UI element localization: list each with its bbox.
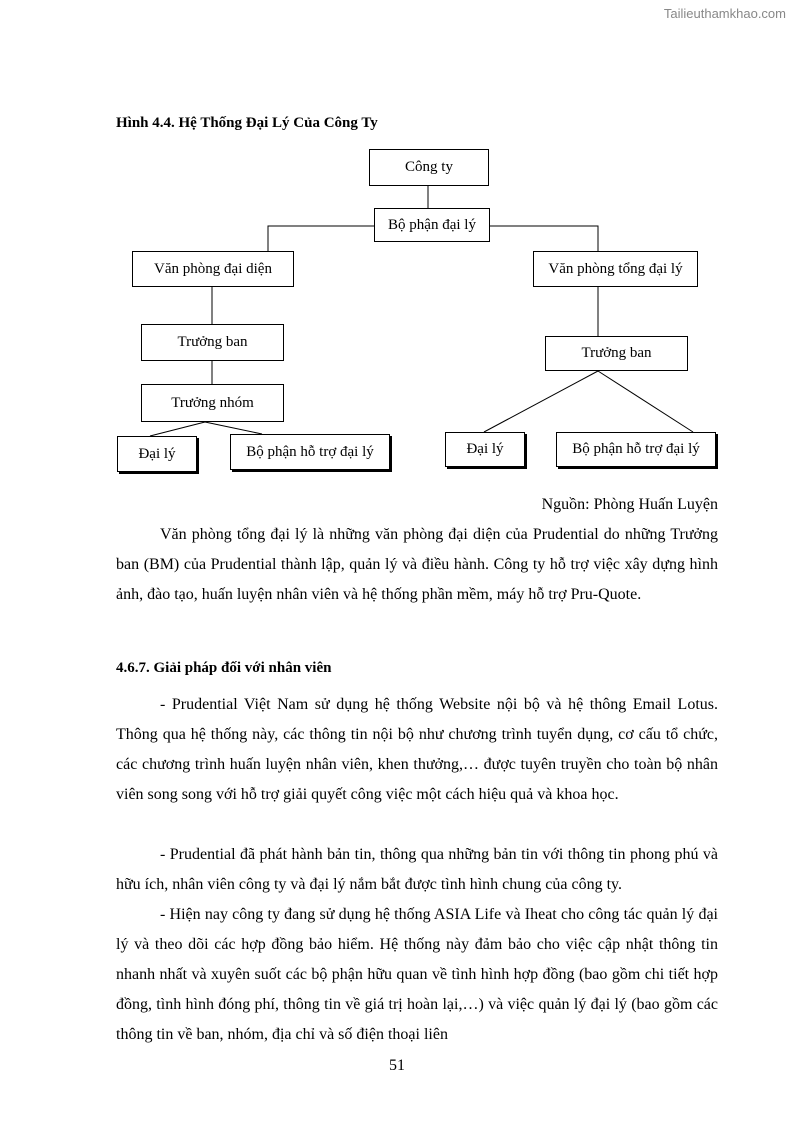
figure-source: Nguồn: Phòng Huấn Luyện (541, 496, 718, 513)
node-company: Công ty (369, 149, 489, 186)
node-left-agent-support: Bộ phận hỗ trợ đại lý (230, 434, 390, 470)
node-right-agent-support: Bộ phận hỗ trợ đại lý (556, 432, 716, 467)
figure-title: Hình 4.4. Hệ Thống Đại Lý Của Công Ty (116, 115, 378, 131)
node-right-manager: Trưởng ban (545, 336, 688, 371)
paragraph-asia-life-system: - Hiện nay công ty đang sử dụng hệ thống ASIA Life và Iheat cho công tác quản lý đại lý và theo dõi các hợp đồng bảo hiểm. Hệ thống này đảm bảo cho việc cập nhật thông tin nhanh nhất và xuyên suốt các bộ phận hữu quan về tình hình hợp đồng (bao gồm chi tiết hợp đồng, tình hình đóng phí, thông tin về giá trị hoàn lại,…) và việc quản lý đại lý (bao gồm các thông tin về ban, nhóm, địa chỉ và số điện thoại liên (116, 906, 718, 1043)
node-general-agency-office: Văn phòng tổng đại lý (533, 251, 698, 287)
paragraph-newsletter: - Prudential đã phát hành bản tin, thông qua những bản tin với thông tin phong phú và hữu ích, nhân viên công ty và đại lý nắm bắt được tình hình chung của công ty. (116, 846, 718, 893)
node-right-agent: Đại lý (445, 432, 525, 467)
connector-agency-left-office (268, 226, 374, 251)
node-left-agent: Đại lý (117, 436, 197, 472)
paragraph-general-agency: Văn phòng tổng đại lý là những văn phòng đại diện của Prudential do những Trưởng ban (BM) của Prudential thành lập, quản lý và điều hành. Công ty hỗ trợ việc xây dựng hình ảnh, đào tạo, huấn luyện nhân viên và hệ thống phần mềm, máy hỗ trợ Pru-Quote. (116, 526, 718, 603)
connector-right-manager-agent (484, 371, 598, 432)
page-number: 51 (389, 1057, 405, 1074)
node-team-leader: Trưởng nhóm (141, 384, 284, 422)
node-agency-department: Bộ phận đại lý (374, 208, 490, 242)
connector-right-manager-support (598, 371, 693, 432)
connector-agency-right-office (490, 226, 598, 251)
connector-team-support (205, 422, 262, 434)
node-left-manager: Trưởng ban (141, 324, 284, 361)
connector-team-agent (150, 422, 205, 436)
section-heading: 4.6.7. Giải pháp đối với nhân viên (116, 660, 332, 676)
watermark: Tailieuthamkhao.com (663, 6, 786, 21)
paragraph-website-email: - Prudential Việt Nam sử dụng hệ thống Website nội bộ và hệ thông Email Lotus. Thông qua hệ thống này, các thông tin nội bộ như chương trình tuyển dụng, cơ cấu tổ chức, các chương trình huấn luyện nhân viên, khen thưởng,… được tuyên truyền cho toàn bộ nhân viên song song với hỗ trợ giải quyết công việc một cách hiệu quả và khoa học. (116, 696, 718, 803)
node-representative-office: Văn phòng đại diện (132, 251, 294, 287)
